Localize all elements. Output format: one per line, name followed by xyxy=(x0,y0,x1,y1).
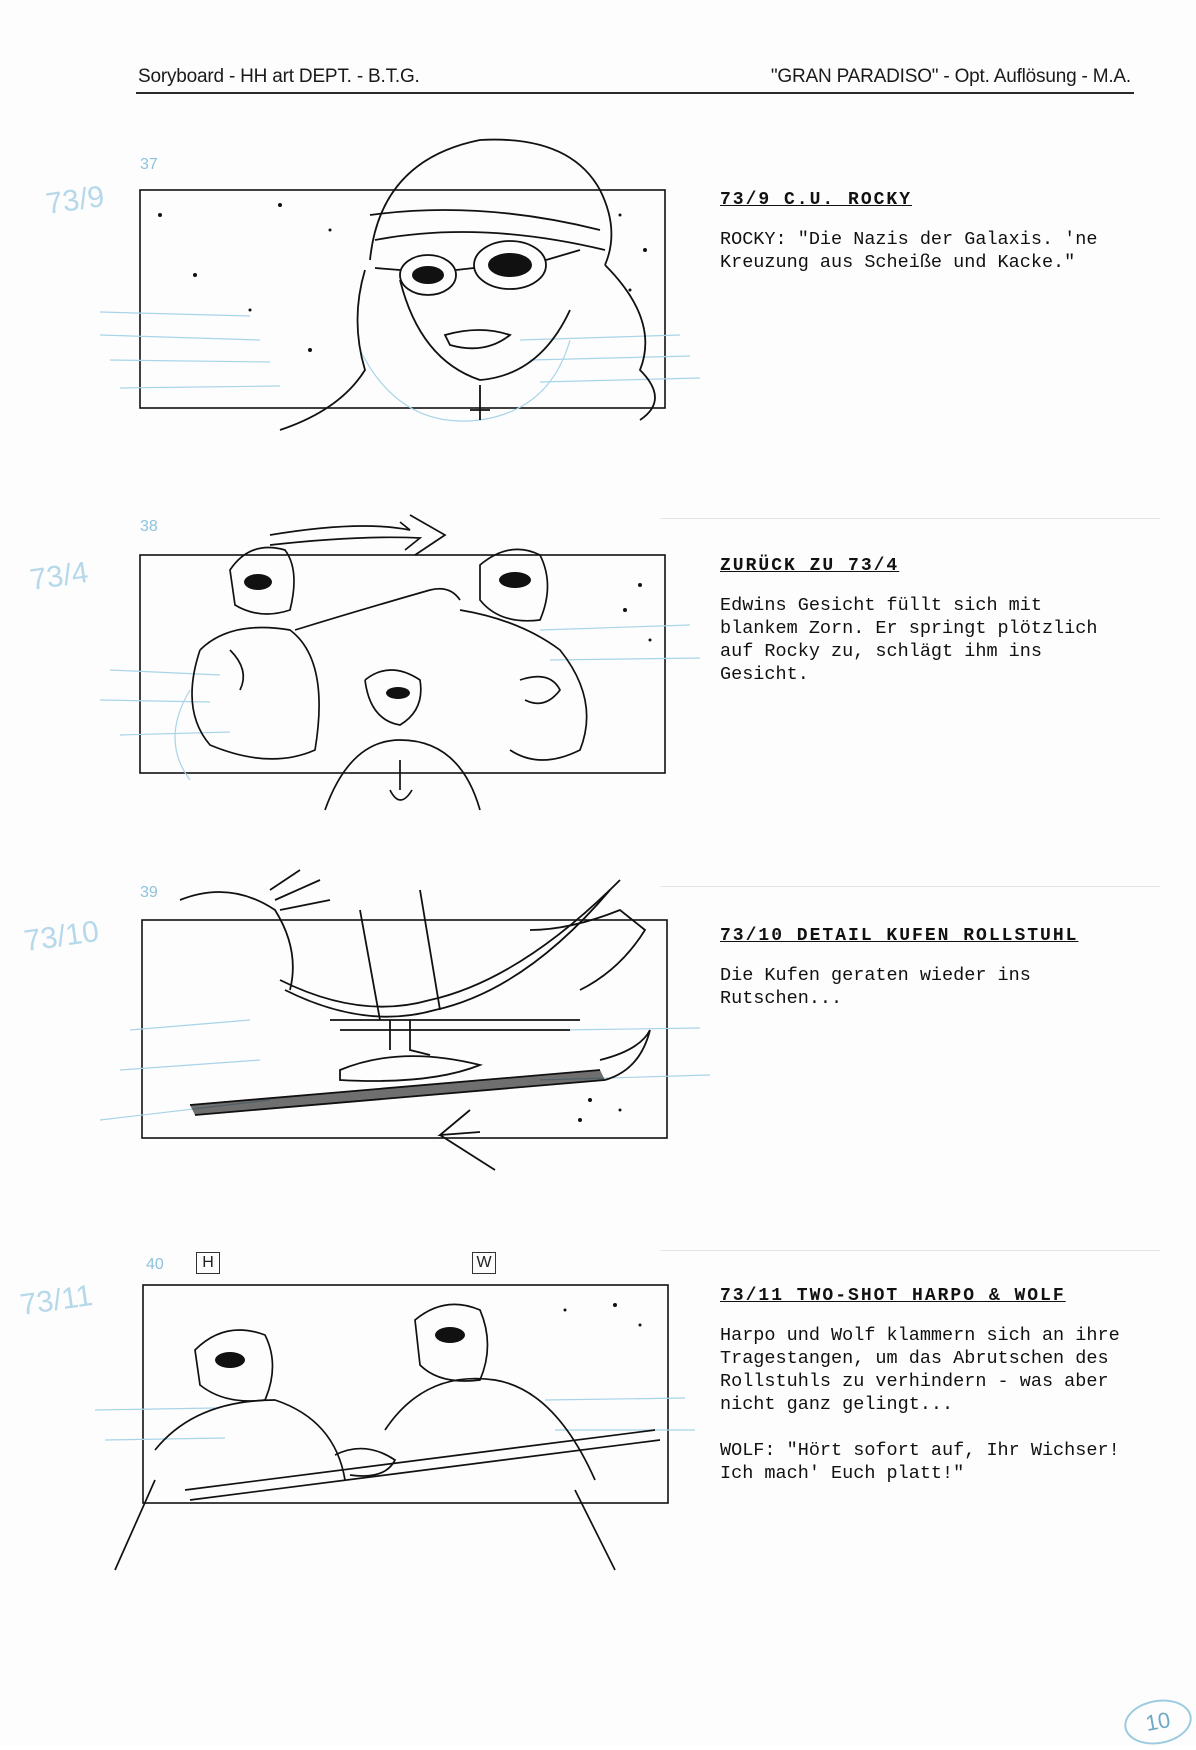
shot-code: 73/11 xyxy=(17,1279,95,1322)
header-right: "GRAN PARADISO" - Opt. Auflösung - M.A. xyxy=(770,66,1131,87)
shot-title: ZURÜCK ZU 73/4 xyxy=(720,556,900,576)
wolf-mark: W xyxy=(472,1252,496,1274)
panel-1-sketch xyxy=(100,120,700,460)
harpo-mark: H xyxy=(196,1252,220,1274)
shot-description: Harpo und Wolf klammern sich an ihre Tragestangen, um das Abrutschen des Rollstuhls zu verhindern - was aber nicht ganz gelingt... xyxy=(720,1325,1120,1415)
page-number: 10 xyxy=(1121,1694,1196,1749)
shot-code: 73/10 xyxy=(21,914,101,959)
panel-number: 39 xyxy=(140,884,158,901)
panel-1-text xyxy=(720,190,1180,274)
panel-2-text xyxy=(720,556,1180,686)
shot-title: 73/9 C.U. ROCKY xyxy=(720,190,913,210)
shot-description: ROCKY: "Die Nazis der Galaxis. 'ne Kreuzung aus Scheiße und Kacke." xyxy=(720,229,1098,273)
shot-code: 73/9 xyxy=(43,180,107,221)
panel-4-text xyxy=(720,1286,1180,1485)
panel-number: 40 xyxy=(146,1256,164,1273)
panel-4-sketch xyxy=(95,1280,695,1580)
separator xyxy=(660,518,1160,519)
panel-2-sketch xyxy=(100,510,700,850)
header-rule xyxy=(136,92,1134,94)
shot-code: 73/4 xyxy=(27,556,91,597)
separator xyxy=(660,886,1160,887)
shot-description: Die Kufen geraten wieder ins Rutschen... xyxy=(720,965,1031,1009)
shot-description: Edwins Gesicht füllt sich mit blankem Zorn. Er springt plötzlich auf Rocky zu, schlägt ihm ins Gesicht. xyxy=(720,595,1098,685)
header-left: Soryboard - HH art DEPT. - B.T.G. xyxy=(138,66,420,87)
separator xyxy=(660,1250,1160,1251)
shot-dialogue: WOLF: "Hört sofort auf, Ihr Wichser! Ich mach' Euch platt!" xyxy=(720,1440,1120,1484)
panel-number: 37 xyxy=(140,156,158,173)
shot-title: 73/10 DETAIL KUFEN ROLLSTUHL xyxy=(720,926,1079,946)
shot-title: 73/11 TWO-SHOT HARPO & WOLF xyxy=(720,1286,1066,1306)
panel-number: 38 xyxy=(140,518,158,535)
panel-3-sketch xyxy=(100,870,720,1160)
panel-3-text xyxy=(720,926,1180,1010)
